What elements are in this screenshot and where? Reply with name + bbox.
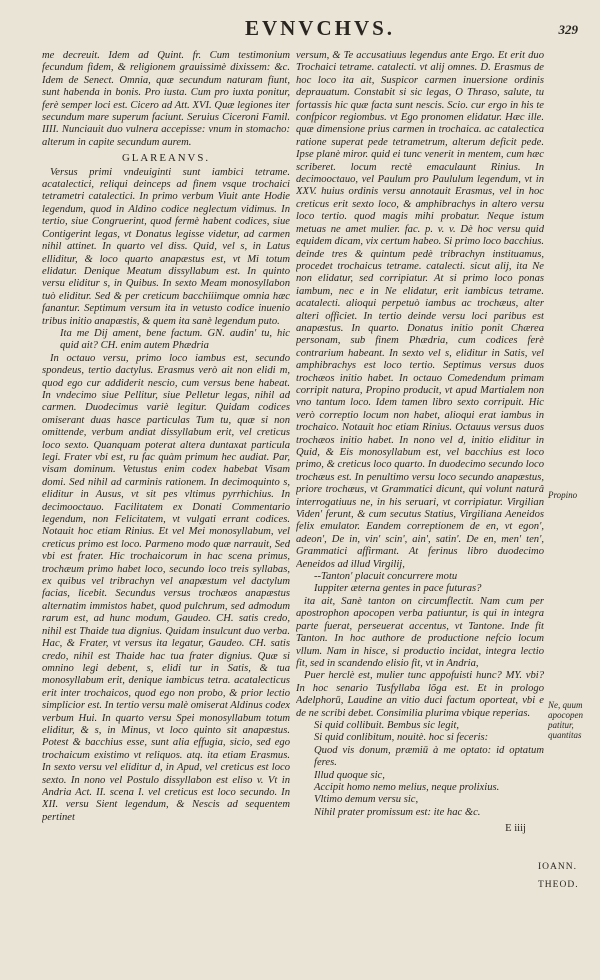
margin-notes [548, 490, 600, 742]
commentary-paragraph: Puer herclè est, mulier tunc appofuisti hunc? MY. vbi? In hoc senario Tusfyllaba lõga est. Et in prologo Adelphorū, Laudine an vitio duci factum oporteat, vbi e de ne scribi debet. Consimilia plurima vbique reperias. [296, 670, 544, 719]
quoted-verse: Ita me Dij ament, bene factum. GN. audin' tu, hic quid ait? CH. enim autem Phædria [60, 327, 290, 352]
quoted-verse: --Tanton' placuit concurrere motu [314, 571, 458, 583]
quoted-verse: Quod vis donum, præmiū à me optato: id optatum feres. [314, 744, 544, 769]
right-column [296, 50, 544, 965]
quoted-verse: Iuppiter æterna gentes in pace futuras? [314, 583, 482, 595]
quoted-verse: Illud quoque sic, [314, 769, 385, 781]
quoted-verse: Si quid collibuit. Bembus sic legit, [314, 719, 460, 731]
page-number: 329 [558, 22, 578, 37]
commentary-paragraph: me decreuit. Idem ad Quint. fr. Cum testimonium fecundum fidem, & religionem grauissimè dixissem: &c. Idem de Senect. Omnia, quæ secundum naturam fiunt, sunt habenda in bonis. Pro iusta. Cum pro iuxta ponitur, ferè semper loci est. Cicero ad Att. XVI. Quæ legiones iter secundum mare superum faciunt. Seruius Ciceroni Famil. IIII. Nunciauit duo vulnera accepisse: vnum in stomacho: alterum in capite secundum aurem. [42, 50, 290, 148]
section-title: GLAREANVS. [121, 152, 211, 165]
commentary-paragraph: In octauo versu, primo loco iambus est, secundo spondeus, tertio dactylus. Erasmus verò ait non elidi m, quod ego cur addiderit nescio, cum versus bene habeat. In vndecimo siue Pellitur, siue Pelletur legas, nihil ad carmen. Duodecimus variè legitur. Quidam codices omiserant duas hasce particulas Tum tu, quæ si non omittende, verbum andiat dissyllabum erit, vel creticus loco sexto. Quanquam poterat altera duntaxat particula legi. Frater vbi est, ru fac quàm primum hec audiat. Par, visam dominum. Vetustus enim codex habebat Visam domi. Sed nihil ad carminis rationem. In decimoquinto s, eliditur in Ausus, vt sit pes vltimus pyrrhichius. In decimooctauo. Facilitatem ex Donati Commentario legendum, non Felicitatem, vt vulgati errant codices. Notauit hoc etiam Rinius. Et vel Mei monosyllabum, vel creticus primo est loco. Parmeno modo quæ narrauit, Sed vbi est frater. Hic trochaicorum in hac scena primus, trochæum primo habet loco, secundo loco treis syllabas, ex quibus vel tribrachyn vel anapæstum vel dactylum facias, licebit. Secundus versus trochæos anapæstus alternatim immistos habet, quod pulchrum, sed admodum rarum est, ad hunc modum, Gaudeo. CH. satis credo, nihil est Thaide tua dignius. Quidam insulcunt duo verba. Hac, & Frater, vt versus ita legatur, Gaudeo. CH. satis credo, nihil est Thaide hac tua frater dignius. Quæ si omnino legi debent, s, elidi tur in Satis, & tua monosyllabum erit, denique iambicus tetra. acatalecticus erit inter trochaicos, quod ego non probo, & prior lectio simplicior est. In tertio versu malè omiserat Aldinus codex verbum Hui. In quarto versu Spei monosyllabum totum eliditur, & s, in Minus, vt loco quinto sit anapæstus. Potest & bacchius esse, sunt alia effugia, sicio, sed ego trochaicum existimo vt reliquos. atq. ita etiam Erasmus. In sexto versu vel eliditur d, in Apud, vel creticus est loco sexto. In nono vel Postulo dissyllabon est eliso v. Vt in Andria Act. II. scena I. vel creticus est loco secundo. In XII. versu Sient legendum, & Nescis ad sequentem pertinet [42, 352, 290, 823]
quoted-verse: Nihil prater promissum est: ite hac &c. [314, 806, 481, 818]
margin-note-ne-quum: Ne, quum apocopen patitur, quantitas [548, 700, 583, 740]
commentary-paragraph: ita ait, Sanè tanton on circumflectit. Nam cum per apostrophon apocopen verba patiuntur, is qui in integra parte fuerat, perseuerat accentus, vt Tantone. Inde fit Tanton. In hoc authore de productione nefcio locum vllum. Nam in hisce, si productio incidat, integra lectio fit, sed in scandendo elisio fit, vt in Andria, [296, 595, 544, 669]
left-column [42, 50, 290, 965]
attribution-ioann: IOANN. [538, 862, 577, 872]
margin-note-propino: Propino [548, 490, 578, 500]
catchword: E iiij [505, 823, 526, 835]
commentary-paragraph: versum, & Te accusatiuus legendus ante Ergo. Et erit duo Trochaici tetrame. catalecti. vt alij omnes. D. Erasmus de hoc loco ita ait, Suspicor carmen inuersione ordinis deprauatum. Constabit si sic legas, O Thraso, salute, tu fortassis hic quæ facta sunt nescis. Scio. cur ergo in his te confpicor regiombus. vt Ego pronomen elidatur. Hæc ille. quæ dimensione prius carmen in trochaica. ac catalectica ratione superat pede tetrametrum, alterum deficit pede. Ipse planè miror. quid ei tunc venerit in mentem, cum hæc scriberet. locum rectè emaculaunt Rinius. In decimooctauo, vel Paulum pro Paululum legendum, vt in XXV. huius ordinis versu annotauit Erasmus, vel in hoc creticus erit sexto loco, & amphibrachys in altero versu loco tertio. quod magis mihi probatur. Neque istum metuas ne amet mulier. fac. p. v. v. Dè hoc versu quid equidem dicam, vix certum habeo. Si primo loco bacchius. deinde tres & quintum pedè tribrachyn instituamus, procedet trochaicus tetrame. catalecti. sicut alij, ita Ne non elidatur, sed corripiatur. At si primo loco ponas iambum, nec e in Ne elidatur, erit iambicus tetrame. acatalecti. alioqui perpetuò iambus ac trochæus, alter alteri officiet. In tertio deinde versu loci paribus est anapæstus. In quarto. Donatus initio ponit Chærea personam, sub finem Phædria, cum codices ferè contrarium habeant. In sexto vel s, eliditur in Satis, vel amphibrachys est loco tertio. Septimus versus duos trochæos initio habet. In octauo Comedendum primam corripit natura, Propino producit, vt apud Martialem non vno tantum loco. Idem tamen libro sexto corripuit. Hic verò correptio locum non habet, alioqui erat iambus in trochaico. Notauit hoc etiam Rinius. Octauus versus duos trochæos initio habet. In nono vel d, initio eliditur in Quid, & Eis monosyllabum est, vel bacchius est loco primo, & creticus loco quarto. In duodecimo secundo loco trochæus est. In penultimo versu loco secundo anapæstus, priore trochæus, vt Grammatici dicunt, qui volunt naturâ interrogatiuus ne, in his seruari, vt corripiatur. Virgilian Viden' ferunt, & cum secutus Statius, Virgiliana Aeneidos felix emulator. Eandem correptionem de en, vt egon', adeon', De in, vin' scin', ain', satin'. De en, men' ten', Grammatici affirmant. At ferinus libro duodecimo Aeneidos ad illud Virgilij, [296, 50, 544, 570]
attribution-theod: THEOD. [538, 880, 579, 890]
commentary-paragraph: Versus primi vndeuiginti sunt iambici tetrame. acatalectici, reliqui deinceps ad finem vsque trochaici tetrametri catalectici. In primo verbum Viuit ante Hodie legendum, quod in Aldino codice neglectum vidimus. In tertio, siue Congruerint, quod fermè habent codices, siue Contigerint legas, vt Donatus legisse videtur, ad carmen nihil attinet. In quarto vel diss. Quid, vel s, in Latus elliditur, & loco quarto anapæstus est, vt Mi totum elidatur. Denique Meatum dissyllabum est. In quinto versu eliditur s, in Quibus. In sexto Meam monosyllabon tuò eliditur. Sed & per creticum bacchiiimque omnia hæc fanantur. Septimum versum ita in vetusto codice inuenio tribus initio anapæstis, & quem ita sanè legendum puto. [42, 166, 290, 327]
page-header [60, 14, 580, 44]
quoted-verse: Vltimo demum versu sic, [314, 794, 419, 806]
running-head: EVNVCHVS. [244, 16, 396, 40]
quoted-verse: Accipit homo nemo melius, neque prolixius. [314, 781, 500, 793]
quoted-verse: Si quid conlibitum, nouitè. hoc si feceris: [314, 732, 489, 744]
